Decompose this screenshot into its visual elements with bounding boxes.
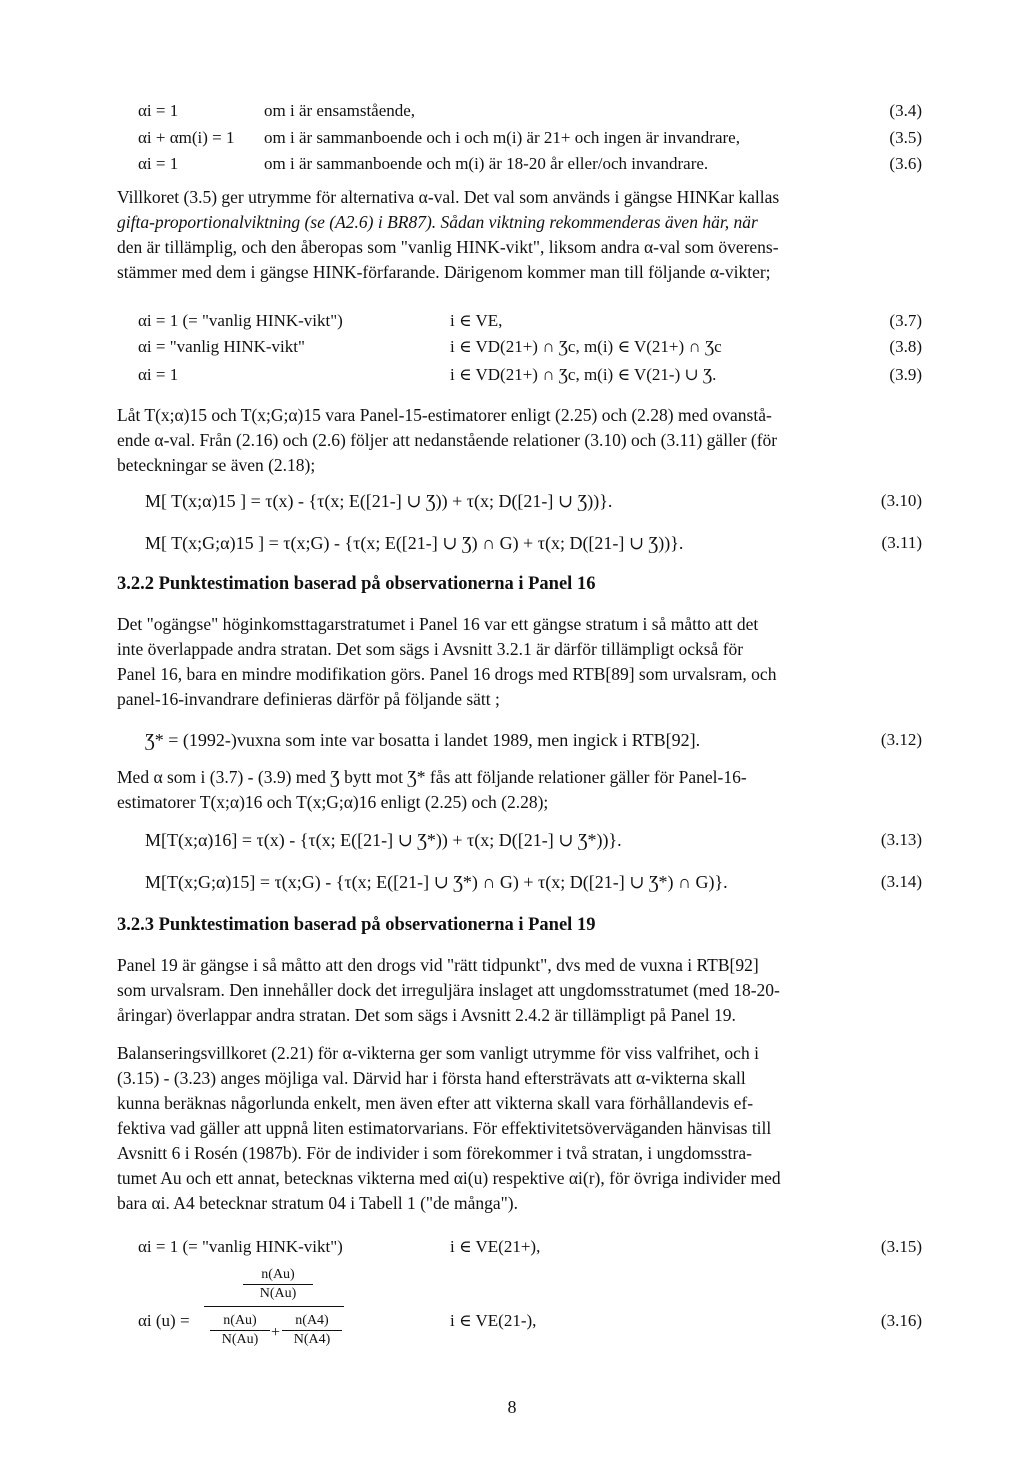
weight-lhs: αi = 1 (138, 365, 179, 384)
paragraph-line: Avsnitt 6 i Rosén (1987b). För de individer i som förekommer i två stratan, i ungdomsstra- (117, 1143, 752, 1163)
equation-number: (3.6) (889, 154, 922, 173)
main-fraction-bar (204, 1306, 344, 1307)
equation: M[T(x;G;α)15] = τ(x;G) - {τ(x; E([21-] ∪ Ʒ*) ∩ G) + τ(x; D([21-] ∪ Ʒ*) ∩ G)}. (145, 872, 728, 892)
paragraph-line: (3.15) - (3.23) anges möjliga val. Därvid har i första hand eftersträvats att α-vikterna skall (117, 1068, 746, 1088)
equation-number: (3.10) (880, 491, 922, 510)
weight-lhs: αi = "vanlig HINK-vikt" (138, 337, 305, 356)
section-heading: 3.2.3 Punktestimation baserad på observationerna i Panel 19 (117, 915, 596, 935)
paragraph-line: Låt T(x;α)15 och T(x;G;α)15 vara Panel-15-estimatorer enligt (2.25) och (2.28) med ovanstå- (117, 405, 772, 425)
page-number: 8 (507, 1397, 517, 1417)
equation-number: (3.16) (880, 1311, 922, 1330)
weight-condition: i ∈ VD(21+) ∩ Ʒc, m(i) ∈ V(21-) ∪ Ʒ. (450, 365, 717, 384)
paragraph-line: kunna beräknas någorlunda enkelt, men även efter att vikterna skall vara förhållandevis ef- (117, 1093, 754, 1113)
equation: M[T(x;α)16] = τ(x) - {τ(x; E([21-] ∪ Ʒ*)) + τ(x; D([21-] ∪ Ʒ*))}. (145, 830, 622, 850)
weight-lhs: αi = 1 (= "vanlig HINK-vikt") (138, 1237, 343, 1256)
plus-sign: + (271, 1324, 281, 1341)
paragraph-line: gifta-proportionalviktning (se (A2.6) i BR87). Sådan viktning rekommenderas även här, när (117, 212, 758, 232)
bottom-numerator-2: n(A4) (295, 1313, 329, 1328)
paragraph-line: den är tillämplig, och den åberopas som "vanlig HINK-vikt", liksom andra α-val som överens- (117, 237, 779, 257)
weight-condition: i ∈ VE(21+), (450, 1237, 541, 1256)
weight-condition: i ∈ VE(21-), (450, 1311, 537, 1330)
paragraph-line: åringar) överlappar andra stratan. Det som sägs i Avsnitt 2.4.2 är tillämpligt på Panel 19. (117, 1005, 736, 1025)
weight-lhs: αi = 1 (= "vanlig HINK-vikt") (138, 311, 343, 330)
paragraph-line: inte överlappade andra stratan. Det som sägs i Avsnitt 3.2.1 är därför tillämpligt också för (117, 639, 744, 659)
paragraph-line: Panel 16, bara en mindre modifikation görs. Panel 16 drogs med RTB[89] som urvalsram, och (117, 664, 777, 684)
fraction-lhs: αi (u) = (138, 1311, 190, 1330)
paragraph-line: som urvalsram. Den innehåller dock det irreguljära inslaget att ungdomsstratumet (med 18-20- (117, 980, 780, 1000)
alpha-def-condition: om i är ensamstående, (264, 101, 416, 120)
paragraph-line: panel-16-invandrare definieras därför på följande sätt ; (117, 689, 500, 709)
equation-number: (3.15) (880, 1237, 922, 1256)
paragraph-line: tumet Au och ett annat, betecknas vikterna med αi(u) respektive αi(r), för övriga individer med (117, 1168, 781, 1188)
equation-number: (3.4) (889, 101, 922, 120)
equation-number: (3.5) (889, 128, 922, 147)
alpha-def-lhs: αi + αm(i) = 1 (138, 128, 235, 147)
bottom-fraction-2 (282, 1312, 342, 1349)
equation-number: (3.14) (880, 872, 922, 891)
equation: Ʒ* = (1992-)vuxna som inte var bosatta i landet 1989, men ingick i RTB[92]. (145, 730, 701, 750)
weight-condition: i ∈ VE, (450, 311, 503, 330)
paragraph-line: estimatorer T(x;α)16 och T(x;G;α)16 enligt (2.25) och (2.28); (117, 792, 549, 812)
paragraph-line: Panel 19 är gängse i så måtto att den drogs vid "rätt tidpunkt", dvs med de vuxna i RTB[92] (117, 955, 759, 975)
top-fraction (243, 1266, 313, 1303)
paragraph-line: stämmer med dem i gängse HINK-förfarande. Därigenom kommer man till följande α-vikter; (117, 262, 771, 282)
alpha-def-condition: om i är sammanboende och m(i) är 18-20 år eller/och invandrare. (264, 154, 709, 173)
paragraph-line: Med α som i (3.7) - (3.9) med Ʒ bytt mot Ʒ* fås att följande relationer gäller för Panel-16- (117, 767, 747, 787)
bottom-numerator-1: n(Au) (223, 1313, 257, 1328)
equation-number: (3.8) (889, 337, 922, 356)
top-denominator: N(Au) (243, 1284, 313, 1303)
bottom-denominator-1: N(Au) (210, 1330, 270, 1349)
paragraph-line: ende α-val. Från (2.16) och (2.6) följer att nedanstående relationer (3.10) och (3.11) gäller (för (117, 430, 778, 450)
paragraph-line: Villkoret (3.5) ger utrymme för alternativa α-val. Det val som används i gängse HINKar kallas (117, 187, 780, 207)
paragraph-line: Det "ogängse" höginkomsttagarstratumet i Panel 16 var ett gängse stratum i så måtto att det (117, 614, 759, 634)
equation: M[ T(x;α)15 ] = τ(x) - {τ(x; E([21-] ∪ Ʒ)) + τ(x; D([21-] ∪ Ʒ))}. (145, 491, 613, 511)
equation-number: (3.12) (880, 730, 922, 749)
paragraph-line: bara αi. A4 betecknar stratum 04 i Tabell 1 ("de många"). (117, 1193, 518, 1213)
equation-number: (3.13) (880, 830, 922, 849)
paragraph-line: fektiva vad gäller att uppnå liten estimatorvarians. För effektivitetsöverväganden hänvisas till (117, 1118, 772, 1138)
equation-number: (3.9) (889, 365, 922, 384)
weight-condition: i ∈ VD(21+) ∩ Ʒc, m(i) ∈ V(21+) ∩ Ʒc (450, 337, 722, 356)
equation-number: (3.7) (889, 311, 922, 330)
bottom-fraction-1 (210, 1312, 270, 1349)
alpha-def-condition: om i är sammanboende och i och m(i) är 21+ och ingen är invandrare, (264, 128, 740, 147)
alpha-def-lhs: αi = 1 (138, 154, 179, 173)
paragraph-line: Balanseringsvillkoret (2.21) för α-vikterna ger som vanligt utrymme för viss valfrihet, och i (117, 1043, 759, 1063)
bottom-denominator-2: N(A4) (282, 1330, 342, 1349)
equation-number: (3.11) (881, 533, 922, 552)
top-numerator: n(Au) (261, 1267, 295, 1282)
alpha-def-lhs: αi = 1 (138, 101, 179, 120)
section-heading: 3.2.2 Punktestimation baserad på observationerna i Panel 16 (117, 574, 596, 594)
equation: M[ T(x;G;α)15 ] = τ(x;G) - {τ(x; E([21-] ∪ Ʒ) ∩ G) + τ(x; D([21-] ∪ Ʒ))}. (145, 533, 684, 553)
paragraph-line: beteckningar se även (2.18); (117, 455, 316, 475)
